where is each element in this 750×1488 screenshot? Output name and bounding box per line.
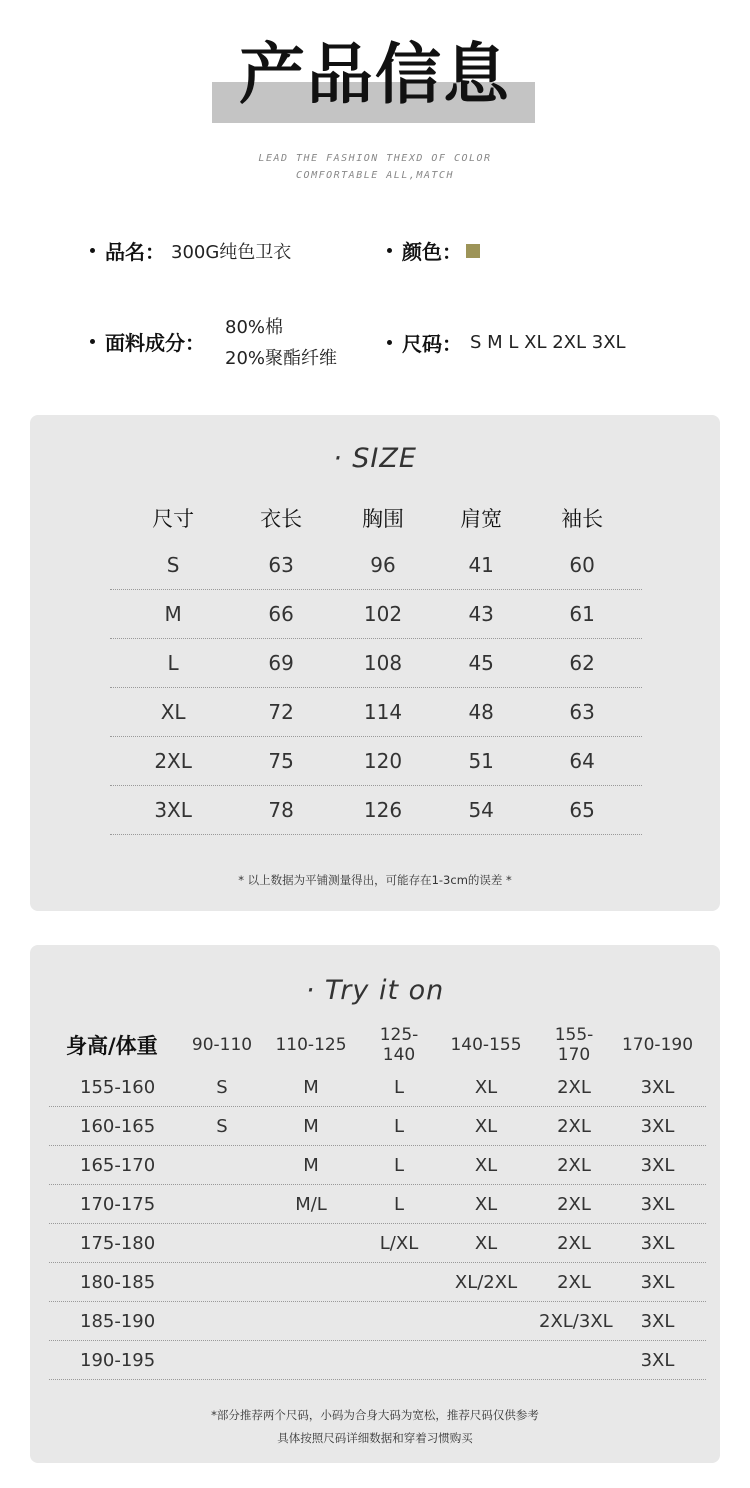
column-header: 90-110 <box>191 1035 253 1055</box>
table-cell: S <box>216 1076 228 1098</box>
table-row <box>49 1224 706 1263</box>
table-cell: 3XL <box>640 1115 675 1137</box>
column-header: 衣长 <box>260 507 303 531</box>
table-cell: M <box>303 1115 319 1137</box>
table-cell: 63 <box>569 700 595 724</box>
size-label: 尺码： <box>402 332 462 356</box>
table-cell: 175-180 <box>80 1232 156 1254</box>
column-header: 170-190 <box>621 1035 694 1055</box>
table-cell: 61 <box>569 602 595 626</box>
table-cell: L/XL <box>379 1232 419 1254</box>
bullet-dot <box>387 248 392 253</box>
product-name-value: 300G纯色卫衣 <box>171 241 292 263</box>
table-cell: 102 <box>363 602 403 626</box>
table-row <box>49 1068 706 1107</box>
column-header: 125-140 <box>379 1025 419 1065</box>
table-cell: 72 <box>268 700 294 724</box>
table-row <box>49 1263 706 1302</box>
size-chart-heading: · SIZE <box>333 443 417 474</box>
column-header: 110-125 <box>275 1035 347 1055</box>
page-title: 产品信息 <box>239 36 511 113</box>
table-cell: 114 <box>363 700 403 724</box>
table-row <box>49 1107 706 1146</box>
column-header: 袖长 <box>561 507 604 531</box>
bullet-dot <box>90 248 95 253</box>
table-cell: 120 <box>363 749 403 773</box>
table-cell: 54 <box>468 798 494 822</box>
table-cell: 96 <box>370 553 396 577</box>
try-on-heading: · Try it on <box>305 975 445 1006</box>
table-cell: 3XL <box>640 1271 675 1293</box>
table-cell: 3XL <box>640 1310 675 1332</box>
table-cell: 180-185 <box>80 1271 156 1293</box>
try-on-card <box>30 945 720 1463</box>
table-cell: 2XL <box>557 1271 591 1293</box>
size-row <box>387 328 626 357</box>
table-cell: 3XL <box>154 798 192 822</box>
table-cell: 160-165 <box>80 1115 156 1137</box>
table-cell: S <box>166 553 180 577</box>
size-chart-card <box>30 415 720 911</box>
table-cell: 155-160 <box>80 1076 156 1098</box>
table-cell: 65 <box>569 798 595 822</box>
table-row <box>49 1146 706 1185</box>
table-cell: XL <box>474 1232 498 1254</box>
table-row <box>110 541 642 590</box>
table-cell: 64 <box>569 749 595 773</box>
table-row <box>110 590 642 639</box>
try-on-table <box>49 1025 706 1380</box>
color-swatch <box>466 244 480 258</box>
table-cell: XL <box>474 1193 498 1215</box>
table-cell: 2XL <box>557 1232 591 1254</box>
table-cell: XL/2XL <box>454 1271 518 1293</box>
table-row <box>110 639 642 688</box>
table-cell: L <box>393 1076 405 1098</box>
table-cell: 3XL <box>640 1154 675 1176</box>
table-cell: 190-195 <box>80 1349 156 1371</box>
table-cell: 2XL <box>557 1193 591 1215</box>
table-cell: 66 <box>268 602 294 626</box>
table-cell: 62 <box>569 651 595 675</box>
table-row <box>110 737 642 786</box>
table-cell: 69 <box>268 651 294 675</box>
table-row <box>49 1302 706 1341</box>
size-table <box>110 503 642 835</box>
table-cell: 2XL <box>557 1076 591 1098</box>
table-cell: 43 <box>468 602 494 626</box>
table-cell: L <box>393 1154 405 1176</box>
table-row <box>49 1185 706 1224</box>
try-on-note-1: *部分推荐两个尺码，小码为合身大码为宽松，推荐尺码仅供参考 <box>211 1408 539 1422</box>
bullet-dot <box>387 340 392 345</box>
table-cell: 41 <box>468 553 494 577</box>
color-row <box>387 236 480 265</box>
slogan-line-2: COMFORTABLE ALL,MATCH <box>296 170 454 181</box>
slogan-line-1: LEAD THE FASHION THEXD OF COLOR <box>258 153 492 164</box>
table-cell: M <box>303 1076 319 1098</box>
table-row <box>49 1341 706 1380</box>
table-cell: M/L <box>295 1193 327 1215</box>
table-cell: 51 <box>468 749 494 773</box>
table-cell: XL <box>474 1154 498 1176</box>
table-cell: 170-175 <box>80 1193 156 1215</box>
table-cell: L <box>167 651 179 675</box>
table-cell: L <box>393 1193 405 1215</box>
table-cell: 108 <box>363 651 403 675</box>
size-table-body <box>110 541 642 835</box>
table-cell: XL <box>474 1115 498 1137</box>
product-name-row <box>90 236 291 265</box>
table-cell: 2XL <box>154 749 192 773</box>
table-cell: XL <box>160 700 186 724</box>
bullet-dot <box>90 339 95 344</box>
table-cell: 126 <box>363 798 403 822</box>
size-table-header <box>110 503 642 533</box>
material-value-1: 80%棉 <box>225 317 284 338</box>
material-values <box>225 312 337 374</box>
table-cell: 2XL <box>557 1115 591 1137</box>
table-cell: 60 <box>569 553 595 577</box>
try-on-note-2: 具体按照尺码详细数据和穿着习惯购买 <box>277 1431 473 1445</box>
table-cell: M <box>164 602 182 626</box>
table-cell: 3XL <box>640 1232 675 1254</box>
table-cell: 45 <box>468 651 494 675</box>
table-cell: S <box>216 1115 228 1137</box>
table-cell: 78 <box>268 798 294 822</box>
try-on-table-header <box>49 1025 706 1065</box>
table-cell: 2XL <box>557 1154 591 1176</box>
column-header: 胸围 <box>362 507 404 531</box>
product-name-label: 品名： <box>105 240 165 264</box>
size-value: S M L XL 2XL 3XL <box>470 332 626 353</box>
table-cell: M <box>303 1154 319 1176</box>
table-cell: XL <box>474 1076 498 1098</box>
material-row <box>90 327 205 356</box>
column-header: 155-170 <box>554 1025 594 1065</box>
table-cell: L <box>393 1115 405 1137</box>
try-on-table-body <box>49 1068 706 1380</box>
table-row <box>110 786 642 835</box>
table-cell: 3XL <box>640 1349 675 1371</box>
table-cell: 63 <box>268 553 294 577</box>
column-header: 140-155 <box>450 1035 522 1055</box>
column-header: 肩宽 <box>460 507 503 531</box>
column-header: 尺寸 <box>152 507 195 531</box>
color-label: 颜色： <box>402 240 462 264</box>
table-cell: 75 <box>268 749 294 773</box>
table-row <box>110 688 642 737</box>
material-label: 面料成分： <box>105 331 205 355</box>
table-cell: 3XL <box>640 1076 675 1098</box>
material-value-2: 20%聚酯纤维 <box>225 348 338 369</box>
table-cell: 48 <box>468 700 494 724</box>
table-cell: 185-190 <box>80 1310 156 1332</box>
table-cell: 3XL <box>640 1193 675 1215</box>
table-cell: 165-170 <box>80 1154 156 1176</box>
table-cell: 2XL/3XL <box>539 1310 613 1332</box>
column-header: 身高/体重 <box>66 1034 158 1058</box>
size-chart-note: * 以上数据为平铺测量得出，可能存在1-3cm的误差 * <box>238 873 512 887</box>
